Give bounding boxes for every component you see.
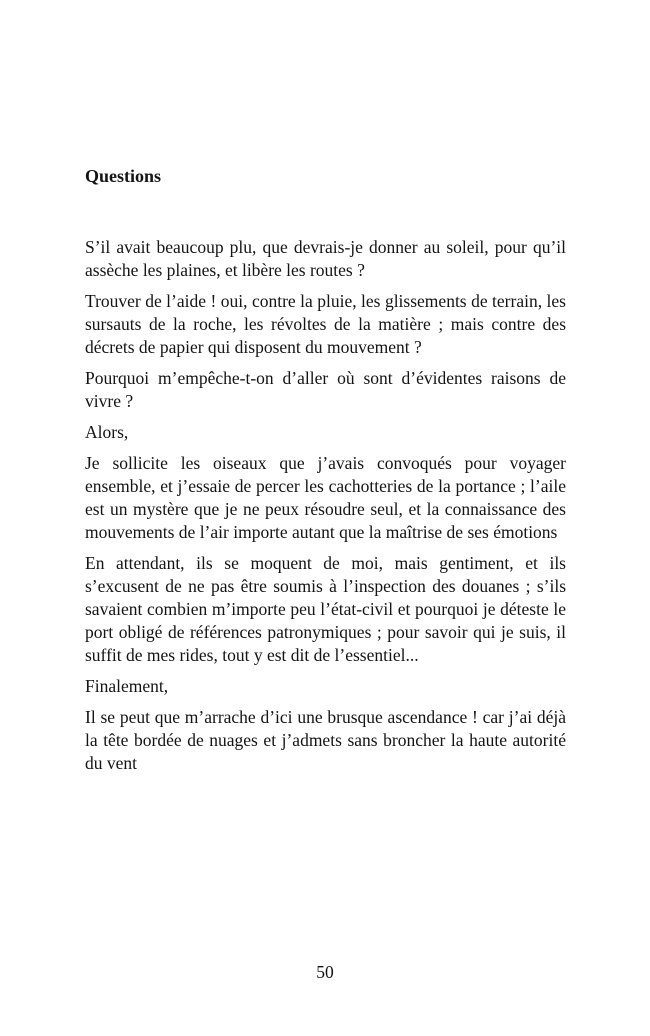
paragraph-1: S’il avait beaucoup plu, que devrais-je donner au soleil, pour qu’il assèche les plaines, et libère les routes ? — [85, 237, 566, 280]
page-number: 50 — [316, 962, 334, 982]
paragraph-7: Finalement, — [85, 676, 169, 696]
paragraph-3: Pourquoi m’empêche-t-on d’aller où sont d’évidentes raisons de vivre ? — [85, 368, 566, 411]
poem-body — [85, 236, 566, 783]
paragraph-6: En attendant, ils se moquent de moi, mais gentiment, et ils s’excusent de ne pas être soumis à l’inspection des douanes ; s’ils savaient combien m’importe peu l’état-civil et pourquoi je déteste le port obligé de références patronymiques ; pour savoir qui je suis, il suffit de mes rides, tout y est dit de l’essentiel... — [85, 553, 566, 665]
section-title: Questions — [85, 166, 162, 186]
paragraph-2: Trouver de l’aide ! oui, contre la pluie, les glissements de terrain, les sursauts de la roche, les révoltes de la matière ; mais contre des décrets de papier qui disposent du mouvement ? — [85, 291, 566, 357]
paragraph-8: Il se peut que m’arrache d’ici une brusque ascendance ! car j’ai déjà la tête bordée de nuages et j’admets sans broncher la haute autorité du vent — [85, 707, 566, 773]
paragraph-5: Je sollicite les oiseaux que j’avais convoqués pour voyager ensemble, et j’essaie de percer les cachotteries de la portance ; l’aile est un mystère que je ne peux résoudre seul, et la connaissance des mouvements de l’air importe autant que la maîtrise de ses émotions — [85, 453, 566, 542]
paragraph-4: Alors, — [85, 422, 129, 442]
